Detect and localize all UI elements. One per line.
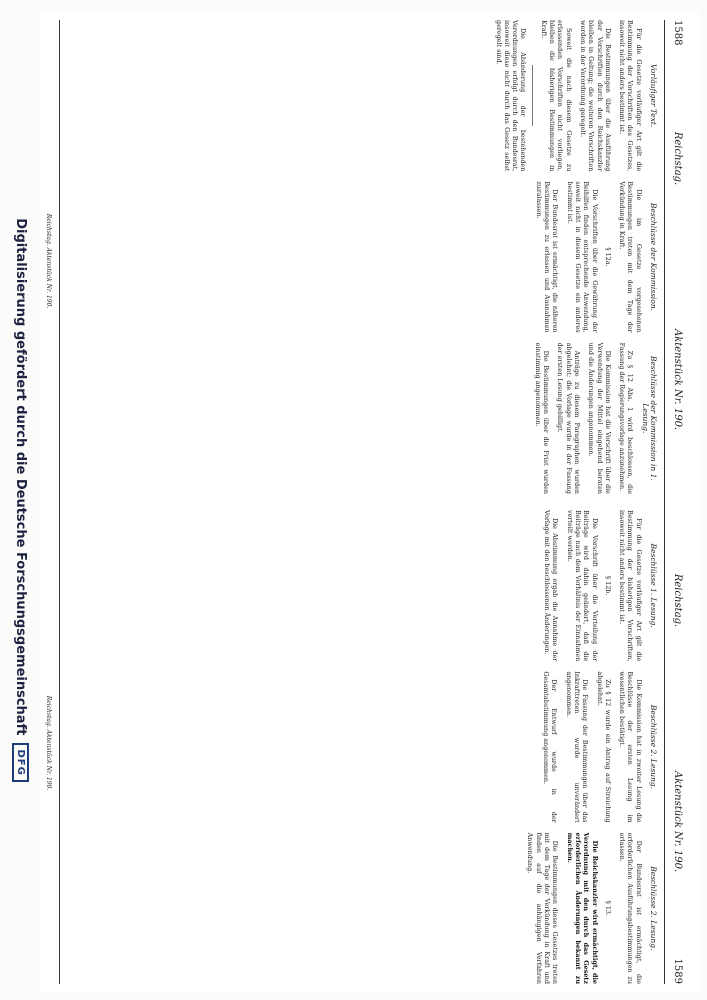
paragraph: Zu § 12 Abs. 1 wird beschlossen, die Fassung der Regierungsvorlage anzunehmen.: [618, 342, 635, 494]
header-rule: [664, 20, 665, 984]
paragraph: Die Fassung der Bestimmungen über das Inkrafttreten wurde unverändert angenommen.: [564, 671, 590, 823]
paragraph: Die Vorschriften über die Gewährung der Beihilfen finden entsprechende Anwendung, soweit nicht in diesem Gesetze ein anderes bestimmt ist.: [565, 181, 599, 333]
section-mark: § 12b.: [603, 575, 612, 596]
right-head-label-a: Reichstag.: [672, 573, 684, 628]
paragraph: Für die Gesetze vorläufiger Art gilt die Bestimmung der bisherigen Vorschriften, insoweit nicht anders bestimmt ist.: [618, 510, 643, 662]
paragraph: Die Vorschrift über die Verteilung der Beiträge wird dahin geändert, daß die Beiträge nach dem Verhältnis der Einnahmen verteilt werden.: [565, 510, 599, 662]
divider: [532, 65, 533, 126]
right-page-block: [67, 510, 657, 984]
section-mark: § 13.: [603, 900, 612, 917]
right-running-head: [673, 502, 684, 944]
text-column: [67, 671, 657, 822]
bold-paragraph: Die Reichskanzler wird ermächtigt, die Verordnung mit den durch das Gesetz erforderlichen Änderungen bekannt zu machen.: [565, 832, 599, 984]
paragraph: Die Kommission hat die Vorschrift über die Verwendung der Mittel eingehend beraten und die Änderungen angenommen.: [587, 342, 612, 494]
right-footnote: Reichstag. Aktenstück Nr. 190.: [45, 695, 52, 791]
paragraph: Die Bestimmungen dieses Gesetzes treten mit dem Tage der Verkündung in Kraft und finden auf die anhängigen Verfahren Anwendung.: [526, 832, 560, 984]
paragraph: Anträge zu diesem Paragraphen wurden abgelehnt; die Vorlage wurde in der Fassung der ersten Lesung gebilligt.: [556, 342, 581, 494]
paragraph: Der Bundesrat ist ermächtigt, die erforderlichen Ausführungsbestimmungen zu erlassen.: [618, 832, 643, 984]
funding-text: Digitalisierung gefördert durch die Deutsche Forschungsgemeinschaft: [13, 218, 29, 736]
left-page-block: [67, 20, 657, 494]
page-header: [665, 20, 691, 984]
left-head-label-a: Reichstag.: [672, 131, 684, 186]
column-heading: Beschlüsse 2. Lesung.: [649, 866, 658, 951]
paragraph: Die im Gesetze vorgesehenen Bestimmungen treten mit dem Tage der Verkündung in Kraft.: [618, 181, 643, 333]
paragraph: Der Bundesrat ist ermächtigt, die näheren Bestimmungen zu erlassen und Ausnahmen zuzulassen.: [534, 181, 560, 333]
paragraph: Die Abstimmung ergab die Annahme der Vorlage mit den beschlossenen Änderungen.: [543, 510, 560, 662]
column-heading: Beschlüsse 1. Lesung.: [649, 543, 658, 628]
paragraph: Die Abänderung der bestehenden Verordnungen erfolgt durch den Bundesrat, insoweit diese nicht durch das Gesetz selbst geregelt sind.: [494, 20, 528, 172]
left-head-label-b: Aktenstück Nr. 190.: [672, 328, 684, 431]
text-column: [67, 510, 657, 661]
column-heading: Vorläufiger Text.: [649, 64, 658, 128]
paragraph: Soweit die nach diesem Gesetze zu erlassenden Vorschriften nicht vorliegen, bleiben die bisherigen Bestimmungen in Kraft.: [539, 20, 573, 172]
left-footnote: Reichstag. Aktenstück Nr. 190.: [45, 213, 52, 309]
right-page-number: 1589: [672, 958, 684, 984]
left-running-head: [673, 60, 684, 502]
column-heading: Beschlüsse der Kommission.: [649, 202, 658, 312]
paragraph: Der Entwurf wurde in der Gesamtabstimmung angenommen.: [542, 671, 559, 823]
text-column: [67, 343, 657, 494]
funding-band: [7, 0, 35, 1000]
text-column: [67, 181, 657, 332]
page-footer: [45, 20, 52, 984]
text-column: [67, 833, 657, 984]
column-heading: Beschlüsse der Kommission in 1. Lesung.: [640, 355, 658, 481]
page-body: [67, 20, 657, 984]
left-page-number: 1588: [672, 20, 684, 46]
footer-rule: [59, 20, 60, 984]
paragraph: Die Bestimmungen über die Frist wurden einstimmig angenommen.: [533, 342, 551, 494]
text-column: [67, 20, 657, 171]
paragraph: Die Bestimmungen über die Ausführung der Vorschriften durch den Reichskanzler bleiben in Geltung; die weiteren Vorschriften werden in der Verordnung geregelt.: [578, 20, 612, 172]
column-heading: Beschlüsse 2. Lesung.: [649, 704, 658, 790]
right-head-label-b: Aktenstück Nr. 190.: [672, 770, 684, 873]
paragraph: Zu § 12 wurde ein Antrag auf Streichung abgelehnt.: [595, 671, 612, 823]
document-page: [39, 10, 699, 992]
paragraph: Die Kommission hat in zweiter Lesung die Beschlüsse der ersten Lesung im wesentlichen bestätigt.: [618, 671, 643, 823]
dfg-logo: DFG: [13, 743, 30, 781]
paragraph: Für die Gesetze vorläufiger Art gilt die Bestimmung der Vorschriften des Gesetzes, insoweit nicht anders bestimmt ist.: [618, 20, 643, 172]
section-mark: § 12a.: [603, 247, 612, 267]
